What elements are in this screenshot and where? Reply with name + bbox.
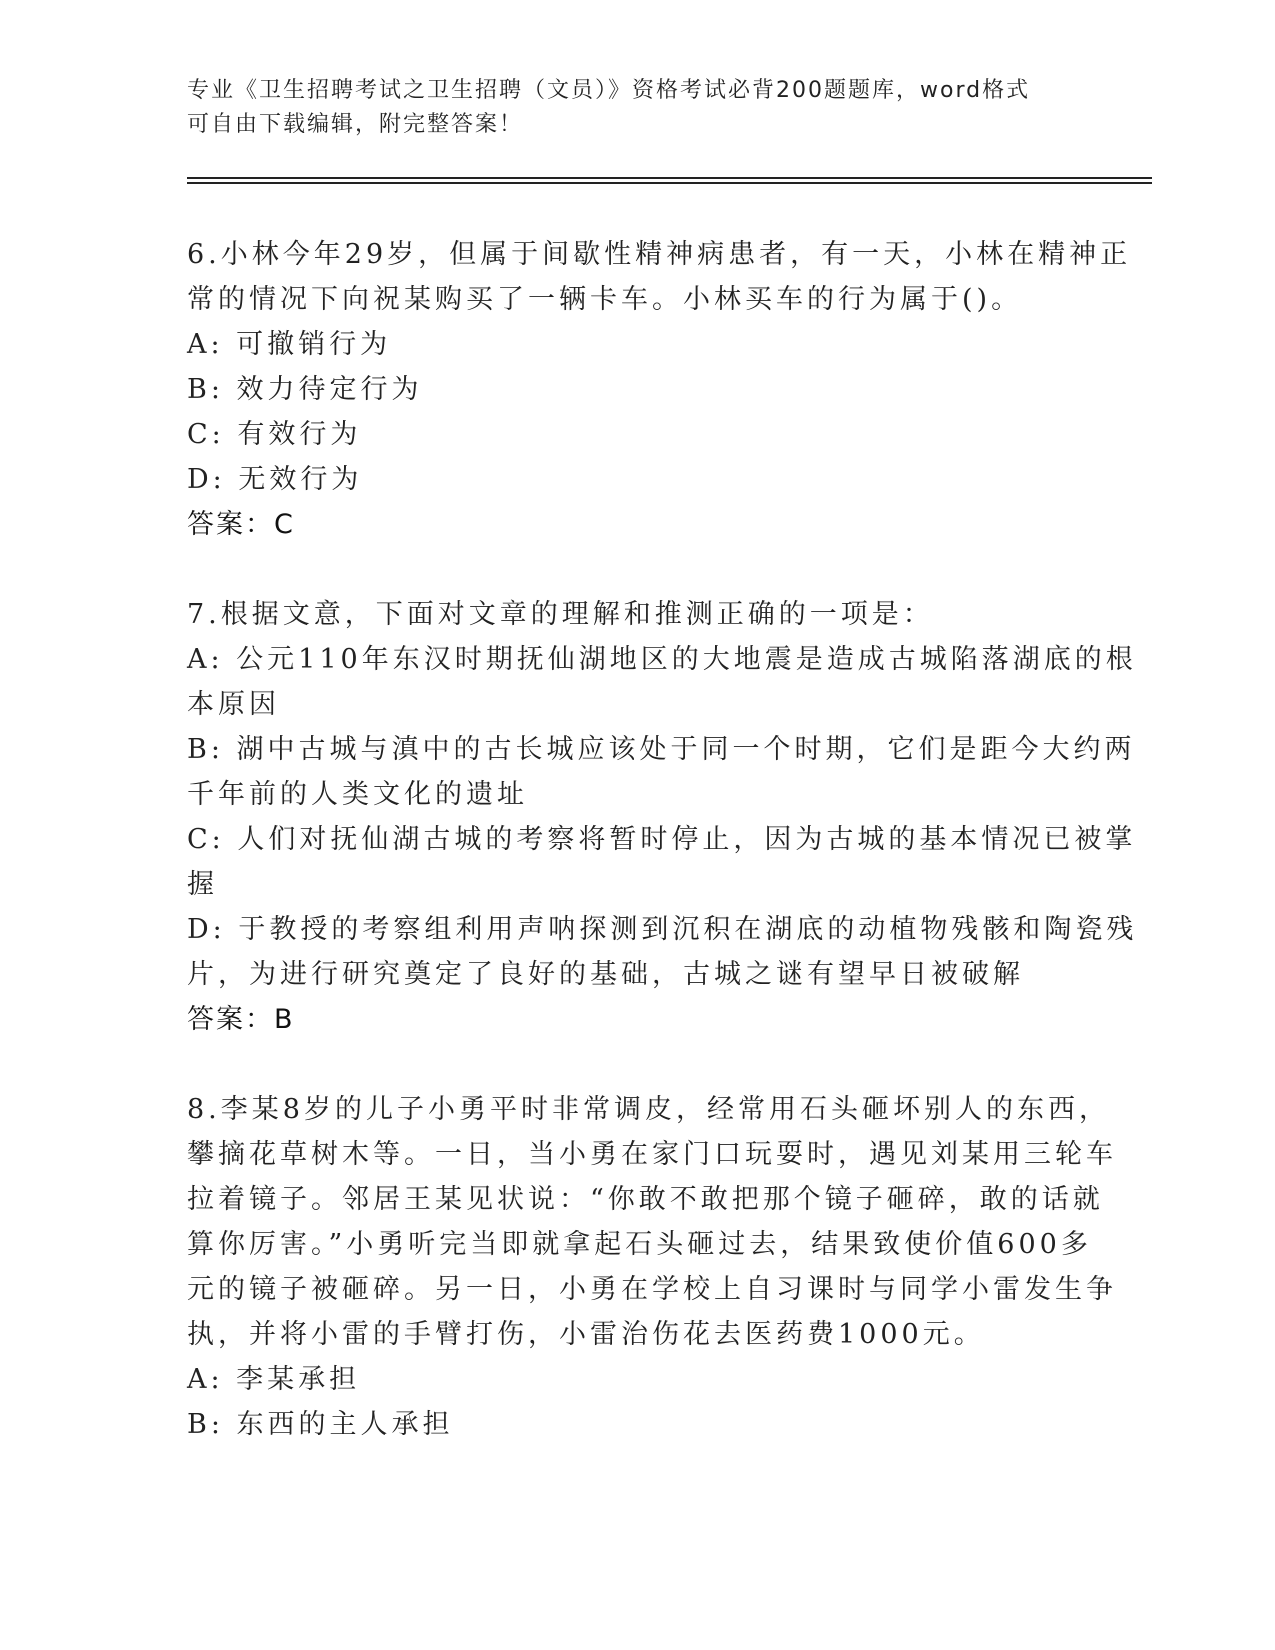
option-text-line: A: 公元110年东汉时期抚仙湖地区的大地震是造成古城陷落湖底的根: [187, 644, 1137, 675]
option-text-line: D: 于教授的考察组利用声呐探测到沉积在湖底的动植物残骸和陶瓷残: [187, 914, 1138, 945]
answer-option: [187, 907, 1138, 997]
option-text-line: C: 人们对抚仙湖古城的考察将暂时停止，因为古城的基本情况已被掌: [187, 824, 1137, 855]
question-text-line: 常的情况下向祝某购买了一辆卡车。小林买车的行为属于()。: [187, 284, 1023, 315]
question-block: [187, 1087, 1117, 1447]
header-divider-bottom: [187, 182, 1152, 184]
header-title-line-1: 专业《卫生招聘考试之卫生招聘（文员）》资格考试必背200题题库，word格式: [187, 78, 1031, 103]
question-text-line: 元的镜子被砸碎。另一日，小勇在学校上自习课时与同学小雷发生争: [187, 1274, 1117, 1305]
option-text-line: 本原因: [187, 689, 280, 720]
answer-option: [187, 637, 1137, 727]
answer-option: [187, 817, 1137, 907]
question-block: [187, 232, 1132, 548]
option-text-line: 片，为进行研究奠定了良好的基础，古城之谜有望早日被破解: [187, 959, 1024, 990]
question-block: [187, 592, 1138, 1043]
question-text-line: 拉着镜子。邻居王某见状说：“你敢不敢把那个镜子砸碎，敢的话就: [187, 1184, 1104, 1215]
option-text-line: D: 无效行为: [187, 464, 363, 495]
option-text-line: B: 东西的主人承担: [187, 1409, 454, 1440]
question-text-line: 执，并将小雷的手臂打伤，小雷治伤花去医药费1000元。: [187, 1319, 985, 1350]
option-text-line: B: 效力待定行为: [187, 374, 423, 405]
document-header: [187, 74, 1067, 142]
answer-option: [187, 457, 1077, 502]
answer-option: [187, 1402, 1077, 1447]
option-text-line: 千年前的人类文化的遗址: [187, 779, 528, 810]
question-text-line: 算你厉害。”小勇听完当即就拿起石头砸过去，结果致使价值600多: [187, 1229, 1092, 1260]
header-divider-top: [187, 177, 1152, 179]
option-text-line: C: 有效行为: [187, 419, 362, 450]
answer-option: [187, 1357, 1077, 1402]
answer-option: [187, 367, 1077, 412]
option-text-line: B: 湖中古城与滇中的古长城应该处于同一个时期，它们是距今大约两: [187, 734, 1136, 765]
option-text-line: 握: [187, 869, 218, 900]
question-text-line: 攀摘花草树木等。一日，当小勇在家门口玩耍时，遇见刘某用三轮车: [187, 1139, 1117, 1170]
question-text-line: 7.根据文意，下面对文章的理解和推测正确的一项是：: [187, 599, 934, 630]
option-text-line: A: 李某承担: [187, 1364, 361, 1395]
answer-option: [187, 412, 1077, 457]
question-text-line: 6.小林今年29岁，但属于间歇性精神病患者，有一天，小林在精神正: [187, 239, 1132, 270]
header-title-line-2: 可自由下载编辑，附完整答案！: [187, 112, 524, 137]
question-list: [187, 232, 1138, 1491]
answer-option: [187, 727, 1136, 817]
answer-option: [187, 322, 1077, 367]
answer-key: 答案：B: [187, 1004, 295, 1035]
question-text-line: 8.李某8岁的儿子小勇平时非常调皮，经常用石头砸坏别人的东西，: [187, 1094, 1110, 1125]
option-text-line: A: 可撤销行为: [187, 329, 392, 360]
answer-key: 答案：C: [187, 509, 295, 540]
